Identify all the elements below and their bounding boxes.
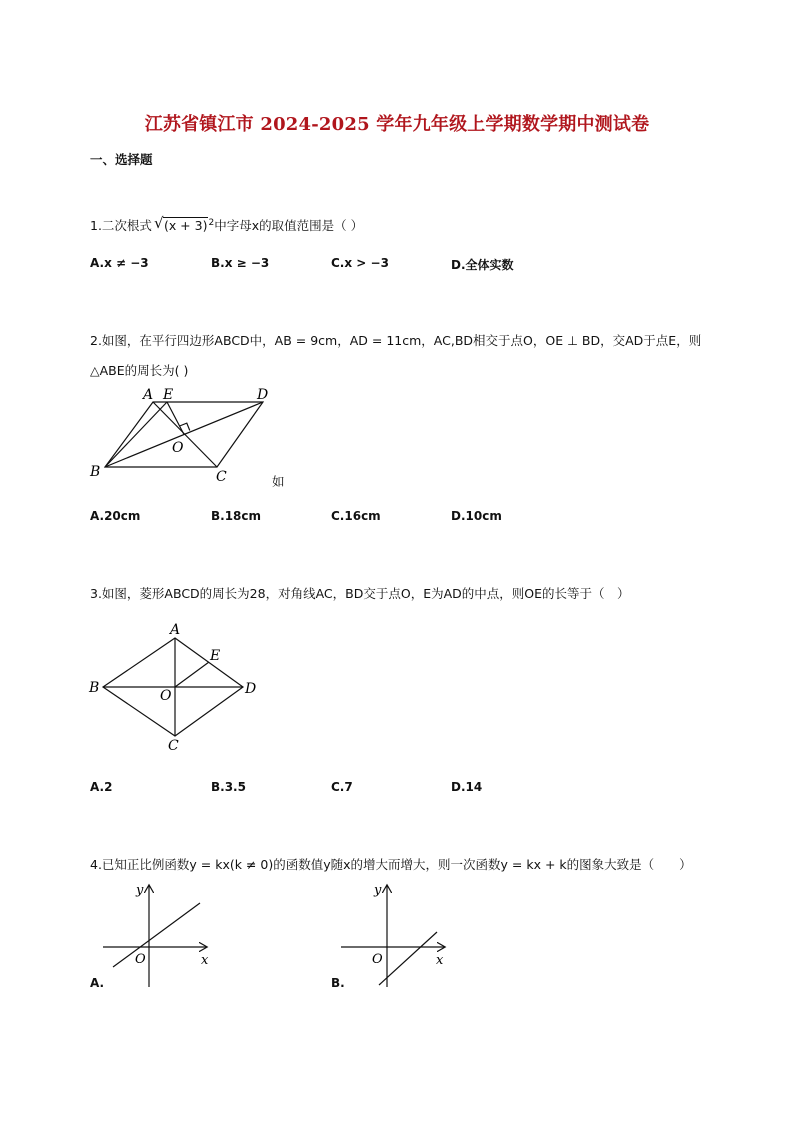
segment-oe <box>175 662 209 687</box>
q2-option-a: A.20cm <box>90 509 141 523</box>
label-o: O <box>160 688 172 704</box>
label-c: C <box>216 469 227 485</box>
q3-option-a: A.2 <box>90 780 113 794</box>
q3-option-d: D.14 <box>451 780 483 794</box>
q1-suffix: 中字母x的取值范围是（ ） <box>214 218 364 234</box>
label-d: D <box>245 681 257 697</box>
axis-label-y: y <box>374 883 382 898</box>
q4-graph-b <box>336 880 456 992</box>
q3-option-b: B.3.5 <box>211 780 246 794</box>
q4-option-a: A. <box>90 976 105 990</box>
origin-label: O <box>372 952 383 967</box>
label-d: D <box>257 387 269 403</box>
axis-label-y: y <box>136 883 144 898</box>
q3-text: 3.如图，菱形ABCD的周长为28，对角线AC，BD交于点O，E为AD的中点，则OE的长等于（ ） <box>90 586 630 601</box>
q2-text-line1: 2.如图，在平行四边形ABCD中，AB = 9cm，AD = 11cm，AC,BD相交于点O，OE ⊥ BD，交AD于点E，则 <box>90 333 702 348</box>
label-e: E <box>210 648 221 664</box>
q2-option-d: D.10cm <box>451 509 502 523</box>
q2-text-line2: △ABE的周长为( ) <box>90 363 189 378</box>
label-b: B <box>90 464 101 480</box>
radical-sign-icon: √ <box>153 214 164 233</box>
q1-radicand: (x + 3) <box>163 218 208 234</box>
label-a: A <box>170 622 181 638</box>
origin-label: O <box>135 952 146 967</box>
q4-text: 4.已知正比例函数y = kx(k ≠ 0)的函数值y随x的增大而增大，则一次函数y = kx + k的图象大致是（ ） <box>90 857 692 872</box>
question-1 <box>90 214 363 235</box>
q1-option-d: D.全体实数 <box>451 258 514 272</box>
label-e: E <box>163 387 174 403</box>
q1-option-c: C.x > −3 <box>331 256 389 270</box>
line-graph-b <box>379 932 437 985</box>
label-a: A <box>143 387 154 403</box>
section-heading: 一、选择题 <box>90 152 153 167</box>
sqrt-expression <box>153 214 209 235</box>
label-c: C <box>168 738 179 754</box>
q2-stray-text: 如 <box>272 474 285 489</box>
label-b: B <box>89 680 100 696</box>
label-o: O <box>172 440 184 456</box>
page-title: 江苏省镇江市 2024-2025 学年九年级上学期数学期中测试卷 <box>144 114 650 135</box>
q4-graph-a <box>98 880 218 992</box>
q1-exponent: 2 <box>208 218 215 228</box>
q2-option-b: B.18cm <box>211 509 262 523</box>
line-graph-a <box>113 903 200 967</box>
axis-label-x: x <box>201 953 209 968</box>
q3-option-c: C.7 <box>331 780 353 794</box>
segment-be <box>105 402 167 467</box>
q3-rhombus-figure <box>85 618 275 758</box>
q2-option-c: C.16cm <box>331 509 381 523</box>
q1-option-a: A.x ≠ −3 <box>90 256 149 270</box>
q1-prefix: 1.二次根式 <box>90 218 152 234</box>
q4-option-b: B. <box>331 976 345 990</box>
q1-option-b: B.x ≥ −3 <box>211 256 270 270</box>
q2-parallelogram-figure <box>85 385 285 485</box>
axis-label-x: x <box>436 953 444 968</box>
